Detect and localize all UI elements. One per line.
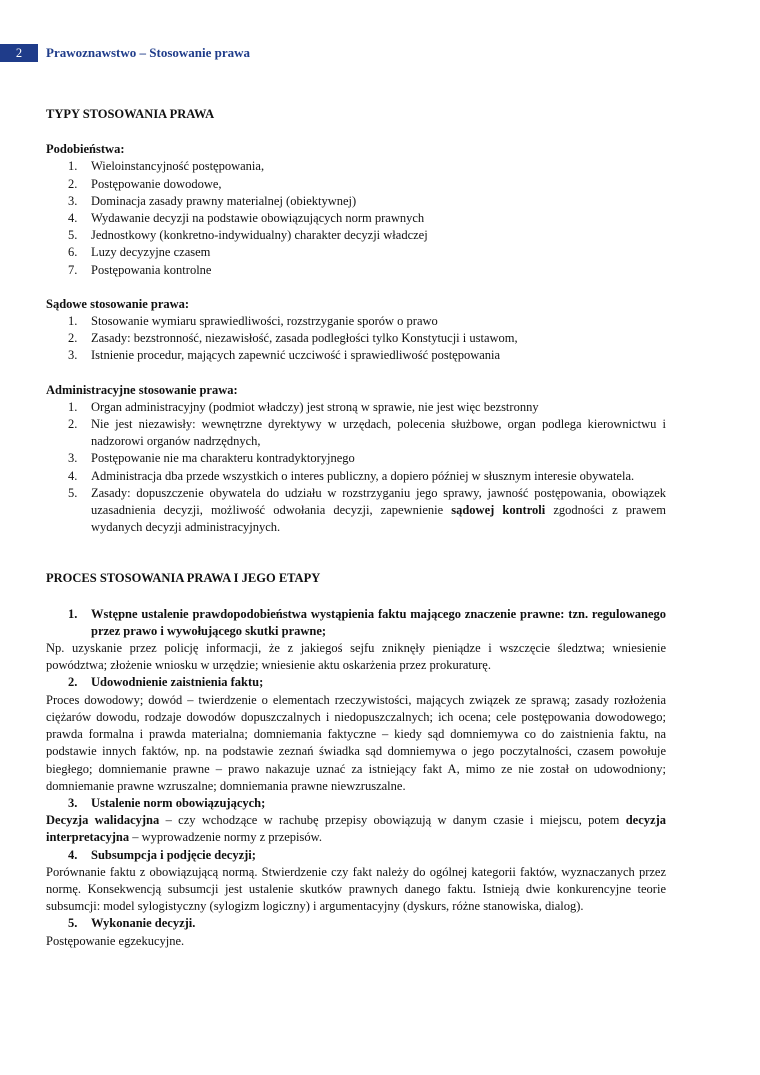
list-item: 6. Luzy decyzyjne czasem <box>68 245 211 260</box>
list-item: 3. Postępowanie nie ma charakteru kontradyktoryjnego <box>68 451 355 466</box>
judicial-heading: Sądowe stosowanie prawa: <box>46 296 190 311</box>
bold-term: sądowej kontroli <box>451 503 546 518</box>
list-item: 2. Postępowanie dowodowe, <box>68 176 222 191</box>
list-item: 2. Zasady: bezstronność, niezawisłość, zasada podległości tylko Konstytucji i ustawom, <box>68 331 518 346</box>
step-title: 3. Ustalenie norm obowiązujących; <box>68 795 266 810</box>
similarities-heading: Podobieństwa: <box>46 142 125 157</box>
list-item: 4. Administracja dba przede wszystkich o interes publiczny, a dopiero później w słusznym interesie obywatela. <box>68 468 635 483</box>
step-title: 2. Udowodnienie zaistnienia faktu; <box>68 675 264 690</box>
section-title-process: PROCES STOSOWANIA PRAWA I JEGO ETAPY <box>46 571 321 586</box>
section-title-types: TYPY STOSOWANIA PRAWA <box>46 107 215 121</box>
step-text: Np. uzyskanie przez policję informacji, że z jakiegoś sejfu zniknęły pieniądze i wszczęcie śledztwa; wniesienie powództwa; złożenie wniosku w urzędzie; wniesienie aktu oskarżenia przez prokuraturę. <box>46 641 666 673</box>
page-number: 2 <box>0 44 38 62</box>
list-item: 5. Jednostkowy (konkretno-indywidualny) charakter decyzji władczej <box>68 228 428 243</box>
list-item: 3. Istnienie procedur, mających zapewnić uczciwość i sprawiedliwość postępowania <box>68 348 501 363</box>
list-item: 1. Wieloinstancyjność postępowania, <box>68 159 265 174</box>
header-title: Prawoznawstwo – Stosowanie prawa <box>46 45 251 60</box>
list-item: 1. Stosowanie wymiaru sprawiedliwości, rozstrzyganie sporów o prawo <box>68 314 438 329</box>
step-title: 4. Subsumpcja i podjęcie decyzji; <box>68 847 256 862</box>
judicial-list <box>46 313 666 365</box>
list-item: 4. Wydawanie decyzji na podstawie obowiązujących norm prawnych <box>68 211 425 226</box>
document-body <box>46 106 666 950</box>
list-item: 7. Postępowania kontrolne <box>68 262 212 277</box>
administrative-heading: Administracyjne stosowanie prawa: <box>46 382 238 397</box>
step-title: 1. Wstępne ustalenie prawdopodobieństwa wystąpienia faktu mającego znaczenie prawne: tzn. regulowanego przez prawo i wywołującego skutki prawne; <box>68 606 666 638</box>
page-header <box>0 44 760 62</box>
list-item: 2. Nie jest niezawisły: wewnętrzne dyrektywy w urzędach, polecenia służbowe, organ podlega kierownictwu i nadzorowi organów nadrzędnych, <box>68 417 666 449</box>
administrative-list <box>46 399 666 537</box>
list-item: 1. Organ administracyjny (podmiot władczy) jest stroną w sprawie, nie jest więc bezstronny <box>68 399 539 414</box>
list-item: 3. Dominacja zasady prawny materialnej (obiektywnej) <box>68 193 357 208</box>
step-text: Decyzja walidacyjna – czy wchodzące w rachubę przepisy obowiązują w danym czasie i miejscu, potem decyzja interpretacyjna – wyprowadzenie normy z przepisów. <box>46 813 666 845</box>
similarities-list <box>46 158 666 278</box>
step-text: Porównanie faktu z obowiązującą normą. Stwierdzenie czy fakt należy do ogólnej kategorii faktów, wyznaczanych przez normę. Konsekwencją subsumcji jest ustalenie skutków prawnych danego faktu. Istnieją dwie konkurencyjne teorie subsumcji: model sylogistyczny (sylogizm logiczny) i argumentacyjny (dyskurs, różne stanowiska, dialog). <box>46 864 666 914</box>
step-text: Proces dowodowy; dowód – twierdzenie o elementach rzeczywistości, mających związek ze sprawą; zasady rozłożenia ciężarów dowodu, rodzaje dowodów dopuszczalnych i niedopuszczalnych; ich ocena; cele postępowania dowodowego; prawda formalna i prawda materialna; domniemania faktyczne – kiedy sąd domniemywa co do zaistnienia faktu, na podstawie innych faktów, np. na podstawie zeznań świadka sąd domniemywa o jego poczytalności, czasem powołuje biegłego; domniemanie prawne – prawo nakazuje uznać za istniejący fakt A, mimo ze nie został on udowodniony; domniemanie prawne wzruszalne; domniemania prawne niewzruszalne. <box>46 692 666 793</box>
step-title: 5. Wykonanie decyzji. <box>68 916 196 931</box>
list-item: 5. Zasady: dopuszczenie obywatela do udziału w rozstrzyganiu jego sprawy, jawność postępowania, obowiązek uzasadnienia decyzji, możliwość odwołania decyzji, zapewnienie sądowej kontroli zgodności z prawem wydanych decyzji administracyjnych. <box>68 485 666 535</box>
step-text: Postępowanie egzekucyjne. <box>46 933 185 948</box>
